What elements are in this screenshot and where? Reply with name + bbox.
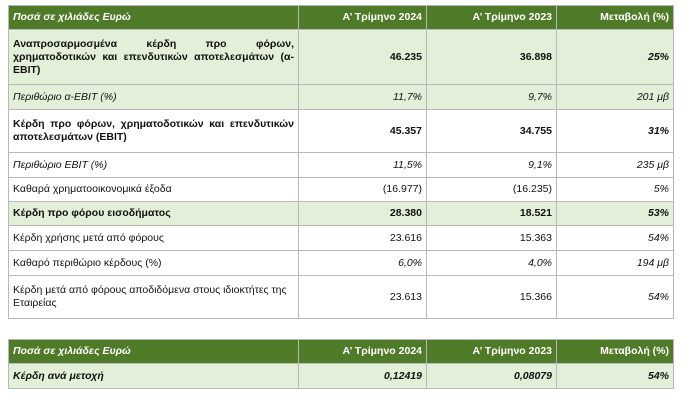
row-change: 31% — [557, 110, 674, 153]
row-change: 53% — [557, 202, 674, 226]
row-label: Περιθώριο EBIT (%) — [9, 153, 299, 178]
row-value-2024: 11,7% — [299, 85, 427, 110]
table-header-row — [9, 340, 674, 364]
row-change: 235 μβ — [557, 153, 674, 178]
row-change: 54% — [557, 364, 674, 389]
table-header-row — [9, 6, 674, 30]
row-value-2024: 6,0% — [299, 251, 427, 276]
header-change: Μεταβολή (%) — [557, 6, 674, 30]
row-label: Κέρδη μετά από φόρους αποδιδόμενα στους ιδιοκτήτες της Εταιρείας — [9, 276, 299, 319]
row-label: Κέρδη προ φόρων, χρηματοδοτικών και επενδυτικών αποτελεσμάτων (EBIT) — [9, 110, 299, 153]
table-row — [9, 30, 674, 85]
table-row — [9, 202, 674, 226]
row-value-2024: 11,5% — [299, 153, 427, 178]
row-value-2024: 28.380 — [299, 202, 427, 226]
table-row — [9, 178, 674, 202]
row-value-2023: 34.755 — [427, 110, 557, 153]
row-value-2023: 15.366 — [427, 276, 557, 319]
earnings-per-share-table — [8, 339, 674, 389]
table-row — [9, 276, 674, 319]
row-value-2023: 4,0% — [427, 251, 557, 276]
table-row — [9, 251, 674, 276]
row-value-2024: 0,12419 — [299, 364, 427, 389]
header-amounts-label: Ποσά σε χιλιάδες Ευρώ — [9, 340, 299, 364]
table-row — [9, 110, 674, 153]
table-row — [9, 153, 674, 178]
header-q1-2024: Α’ Τρίμηνο 2024 — [299, 6, 427, 30]
row-change: 194 μβ — [557, 251, 674, 276]
header-amounts-label: Ποσά σε χιλιάδες Ευρώ — [9, 6, 299, 30]
row-label: Κέρδη προ φόρου εισοδήματος — [9, 202, 299, 226]
row-label: Κέρδη ανά μετοχή — [9, 364, 299, 389]
row-value-2023: 18.521 — [427, 202, 557, 226]
row-value-2023: 0,08079 — [427, 364, 557, 389]
row-label: Κέρδη χρήσης μετά από φόρους — [9, 226, 299, 251]
row-value-2024: 46.235 — [299, 30, 427, 85]
header-q1-2024: Α’ Τρίμηνο 2024 — [299, 340, 427, 364]
row-value-2024: 23.613 — [299, 276, 427, 319]
header-q1-2023: Α’ Τρίμηνο 2023 — [427, 340, 557, 364]
row-value-2024: 23.616 — [299, 226, 427, 251]
row-value-2023: 36.898 — [427, 30, 557, 85]
financial-results-table — [8, 5, 674, 319]
row-label: Καθαρό περιθώριο κέρδους (%) — [9, 251, 299, 276]
row-change: 5% — [557, 178, 674, 202]
table-row — [9, 85, 674, 110]
row-value-2023: (16.235) — [427, 178, 557, 202]
table-row — [9, 226, 674, 251]
row-value-2023: 9,7% — [427, 85, 557, 110]
row-change: 25% — [557, 30, 674, 85]
row-change: 54% — [557, 226, 674, 251]
row-label: Καθαρά χρηματοοικονομικά έξοδα — [9, 178, 299, 202]
table-row — [9, 364, 674, 389]
header-change: Μεταβολή (%) — [557, 340, 674, 364]
row-label: Αναπροσαρμοσμένα κέρδη προ φόρων, χρηματοδοτικών και επενδυτικών αποτελεσμάτων (α-EBIT) — [9, 30, 299, 85]
row-value-2024: (16.977) — [299, 178, 427, 202]
row-label: Περιθώριο α-EBIT (%) — [9, 85, 299, 110]
row-value-2024: 45.357 — [299, 110, 427, 153]
header-q1-2023: Α’ Τρίμηνο 2023 — [427, 6, 557, 30]
row-value-2023: 15.363 — [427, 226, 557, 251]
row-value-2023: 9,1% — [427, 153, 557, 178]
row-change: 54% — [557, 276, 674, 319]
row-change: 201 μβ — [557, 85, 674, 110]
